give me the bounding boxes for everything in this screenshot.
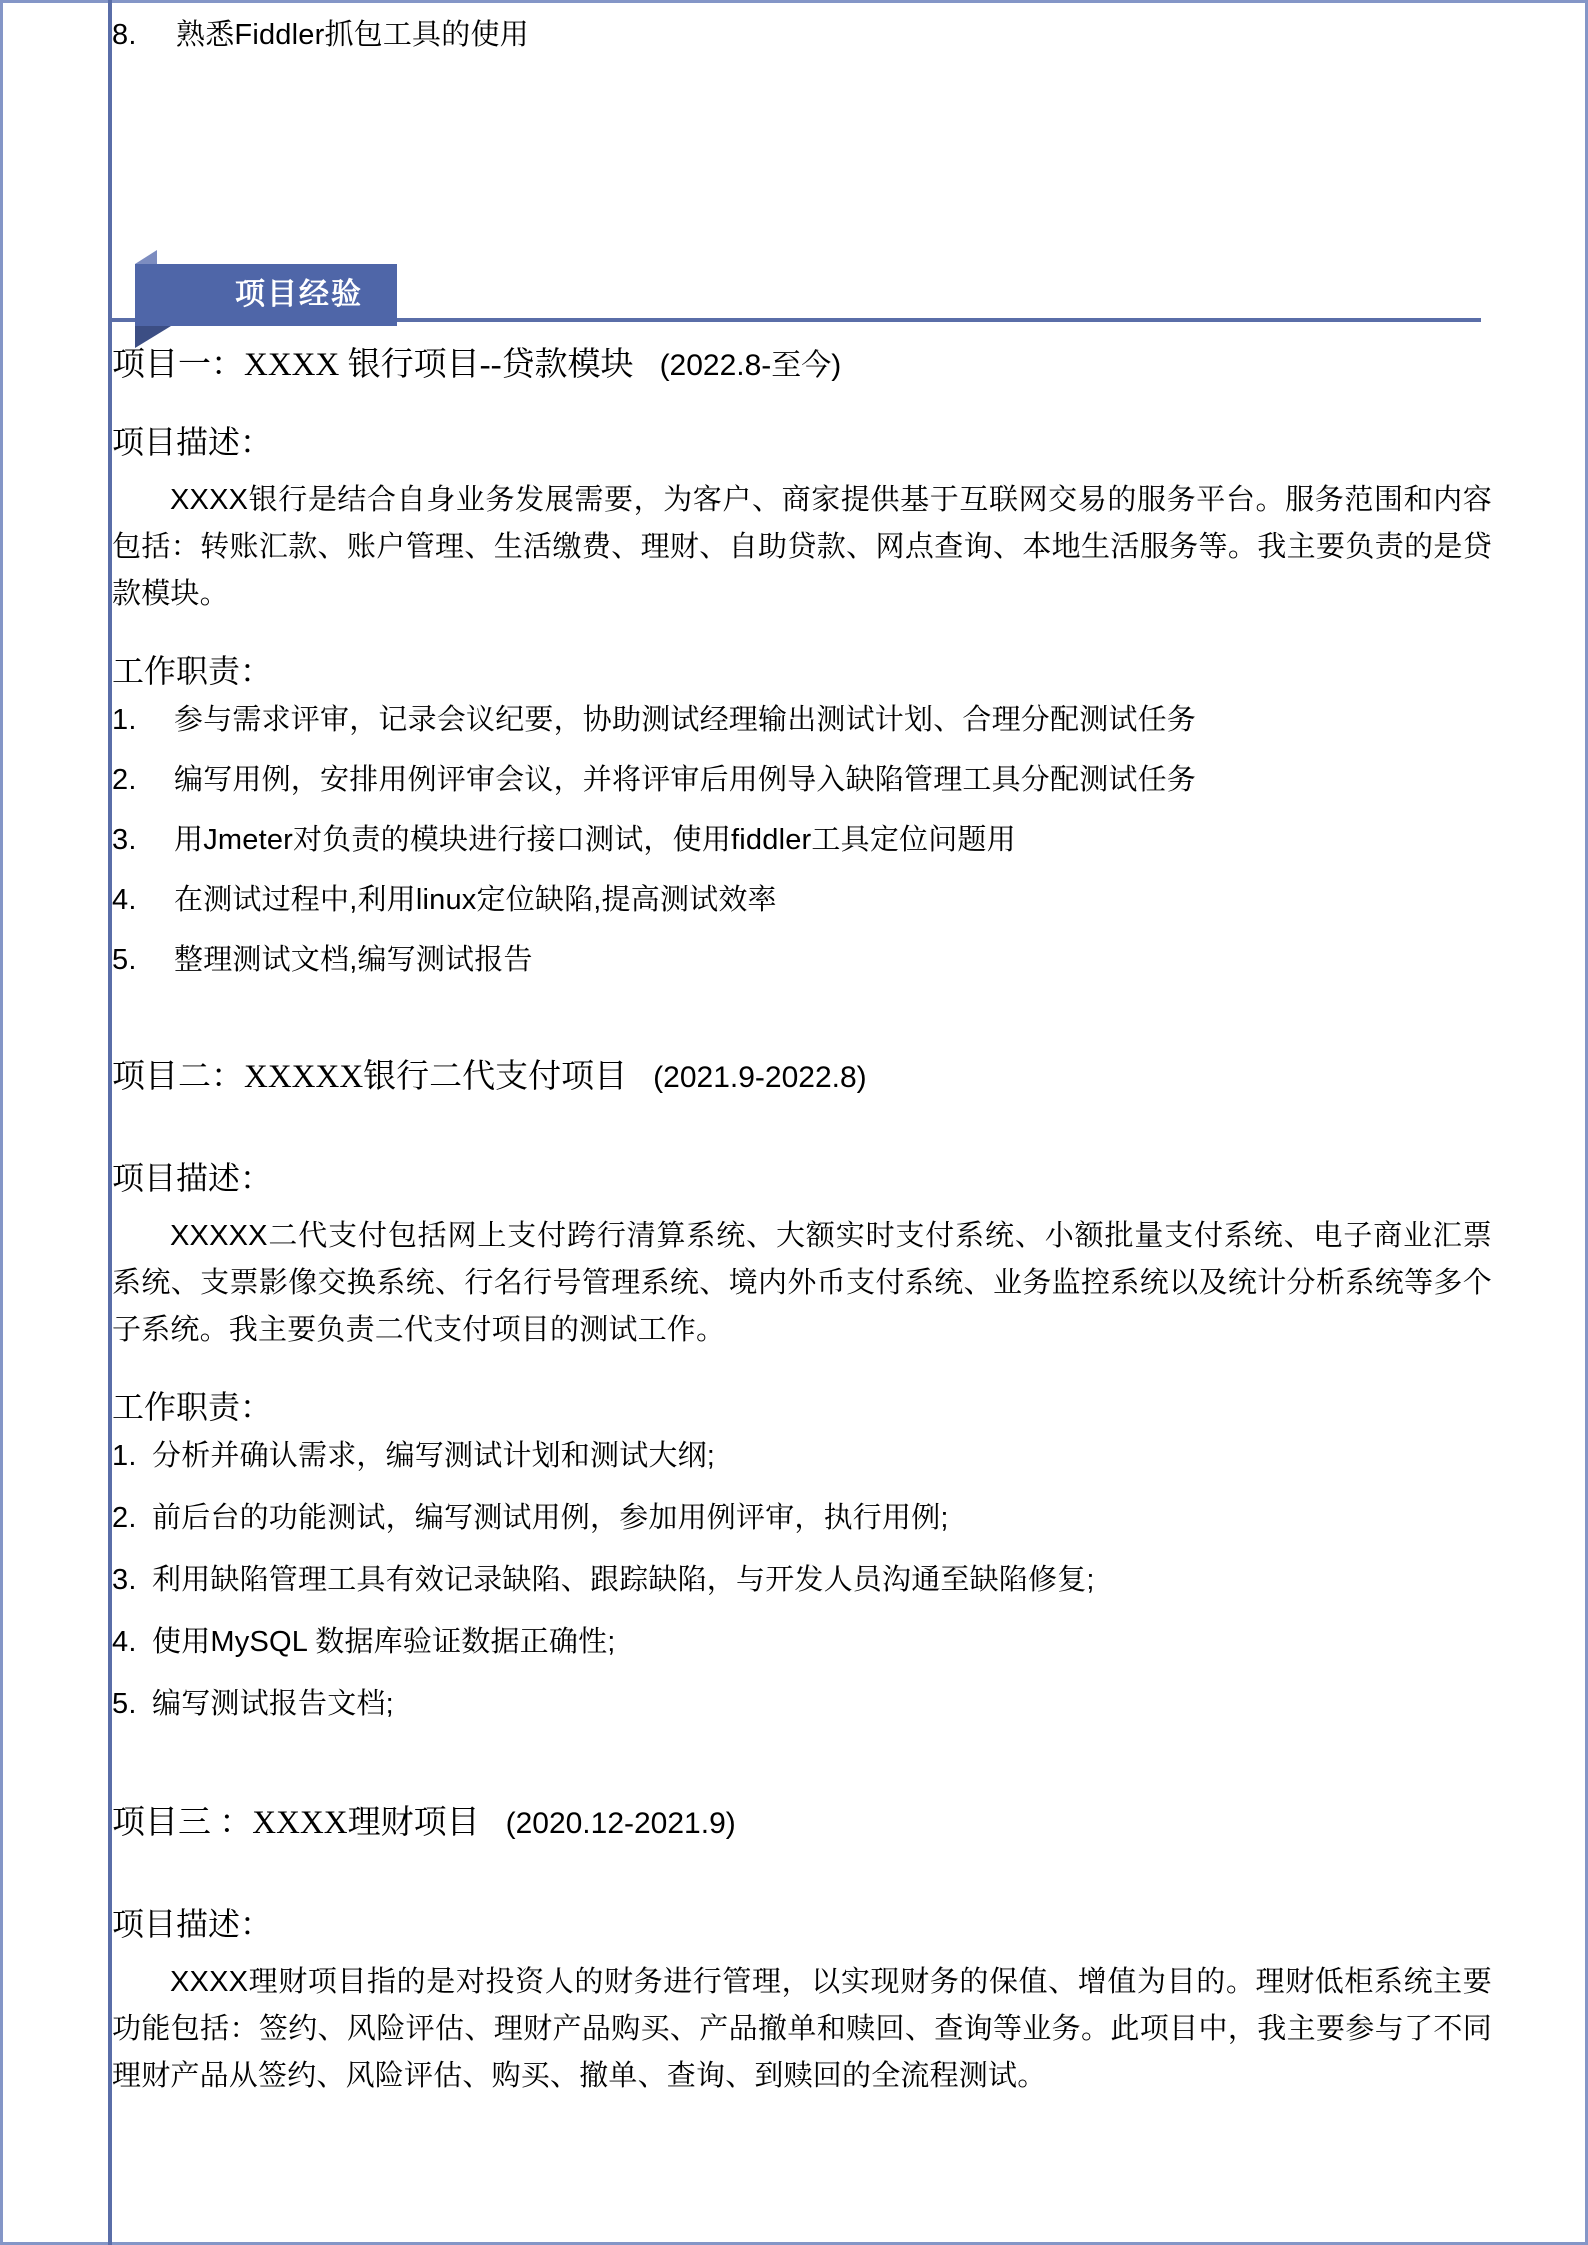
project-2-description-heading: 项目描述： <box>112 1159 273 1196</box>
list-number: 2. <box>112 1501 137 1534</box>
project-3-date: (2020.12-2021.9) <box>505 1806 736 1840</box>
project-2-title-label: 项目二：XXXXX银行二代支付项目 <box>112 1058 628 1095</box>
project-block-1 <box>112 330 1492 975</box>
list-number: 5. <box>112 1687 137 1720</box>
section-header-project-experience <box>135 264 397 326</box>
list-item <box>112 943 1492 976</box>
list-text: 在测试过程中,利用linux定位缺陷,提高测试效率 <box>174 883 777 916</box>
project-3-description: XXXX理财项目指的是对投资人的财务进行管理，以实现财务的保值、增值为目的。理财低柜系统主要功能包括：签约、风险评估、理财产品购买、产品撤单和赎回、查询等业务。此项目中，我主要参与了不同理财产品从签约、风险评估、购买、撤单、查询、到赎回的全流程测试。 <box>112 1965 1492 2092</box>
project-2-title <box>112 1042 1492 1101</box>
list-number: 4. <box>112 1625 137 1658</box>
list-number: 5. <box>112 943 137 976</box>
list-item <box>112 1439 1492 1472</box>
list-number: 1. <box>112 703 137 736</box>
list-number: 8. <box>112 19 137 51</box>
list-item <box>112 1563 1492 1596</box>
spacer <box>112 1006 1492 1042</box>
project-2-description: XXXXX二代支付包括网上支付跨行清算系统、大额实时支付系统、小额批量支付系统、电子商业汇票系统、支票影像交换系统、行名行号管理系统、境内外币支付系统、业务监控系统以及统计分析系统等多个子系统。我主要负责二代支付项目的测试工作。 <box>112 1219 1492 1346</box>
list-item <box>112 1501 1492 1534</box>
list-text: 使用MySQL 数据库验证数据正确性; <box>152 1625 616 1658</box>
list-item <box>112 763 1492 796</box>
list-number: 4. <box>112 883 137 916</box>
list-text: 整理测试文档,编写测试报告 <box>174 943 533 976</box>
project-3-description-heading: 项目描述： <box>112 1905 273 1942</box>
project-1-description: XXXX银行是结合自身业务发展需要，为客户、商家提供基于互联网交易的服务平台。服务范围和内容包括：转账汇款、账户管理、生活缴费、理财、自助贷款、网点查询、本地生活服务等。我主要负责的是贷款模块。 <box>112 484 1492 610</box>
project-1-description-heading: 项目描述： <box>112 424 273 460</box>
list-number: 3. <box>112 823 137 856</box>
list-text: 编写测试报告文档; <box>152 1687 394 1720</box>
section-banner-label: 项目经验 <box>135 264 397 326</box>
spacer <box>112 1752 1492 1788</box>
list-item <box>112 703 1492 736</box>
list-text: 编写用例，安排用例评审会议，并将评审后用例导入缺陷管理工具分配测试任务 <box>174 763 1197 796</box>
project-1-title <box>112 330 1492 389</box>
list-text: 用Jmeter对负责的模块进行接口测试，使用fiddler工具定位问题用 <box>174 823 1016 856</box>
spacer <box>112 1107 1492 1125</box>
skills-list-item-8 <box>112 12 529 53</box>
project-block-3 <box>112 1788 1492 2100</box>
project-2-duties-heading: 工作职责： <box>112 1388 273 1425</box>
spacer <box>112 1853 1492 1871</box>
projects-body <box>112 330 1492 2108</box>
project-1-duty-list <box>112 703 1492 976</box>
list-text: 利用缺陷管理工具有效记录缺陷、跟踪缺陷，与开发人员沟通至缺陷修复; <box>152 1563 1095 1596</box>
list-item <box>112 883 1492 916</box>
list-text: 分析并确认需求，编写测试计划和测试大纲; <box>152 1439 716 1472</box>
project-block-2 <box>112 1042 1492 1719</box>
list-item <box>112 1687 1492 1720</box>
list-text: 熟悉Fiddler抓包工具的使用 <box>176 19 529 51</box>
project-3-title <box>112 1788 1492 1847</box>
banner-flag-top-icon <box>135 250 157 264</box>
list-text: 前后台的功能测试，编写测试用例，参加用例评审，执行用例; <box>152 1501 949 1534</box>
project-3-title-label: 项目三 ：XXXX理财项目 <box>112 1804 480 1841</box>
list-number: 1. <box>112 1439 137 1472</box>
project-1-duties-heading: 工作职责： <box>112 652 273 689</box>
project-2-duty-list <box>112 1439 1492 1720</box>
list-item <box>112 1625 1492 1658</box>
project-1-date: (2022.8-至今) <box>659 349 842 382</box>
list-number: 2. <box>112 763 137 796</box>
project-1-title-label: 项目一：XXXX 银行项目--贷款模块 <box>112 347 634 383</box>
project-2-date: (2021.9-2022.8) <box>653 1060 867 1094</box>
list-number: 3. <box>112 1563 137 1596</box>
list-text: 参与需求评审，记录会议纪要，协助测试经理输出测试计划、合理分配测试任务 <box>174 703 1197 736</box>
list-item <box>112 823 1492 856</box>
